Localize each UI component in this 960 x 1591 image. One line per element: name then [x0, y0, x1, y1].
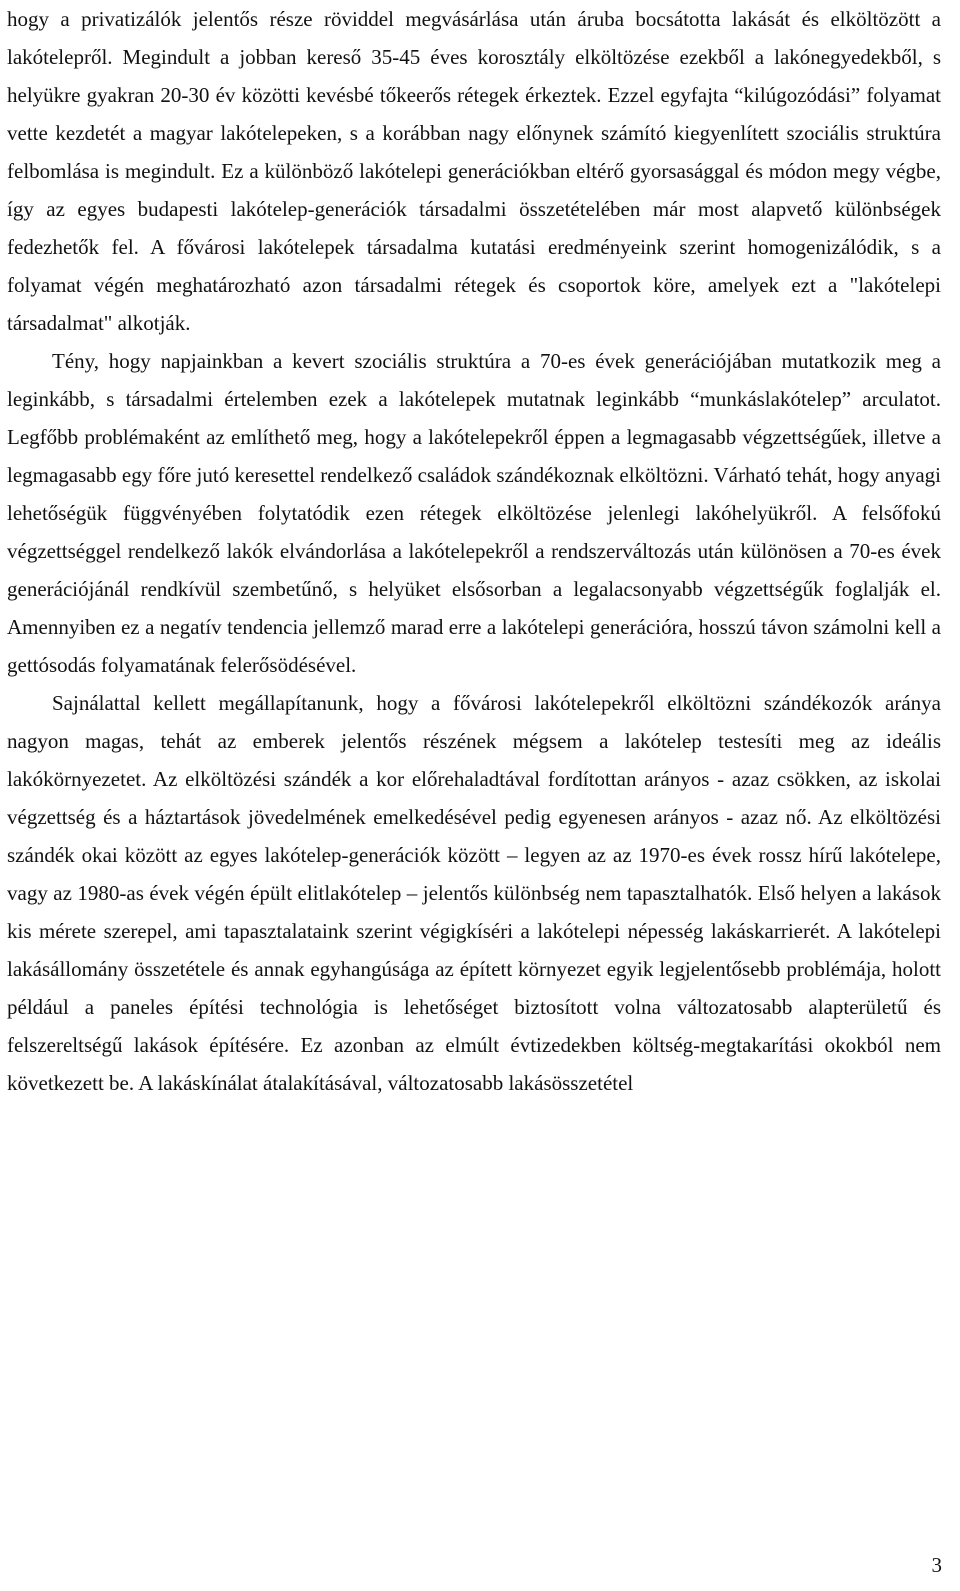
paragraph-3: Sajnálattal kellett megállapítanunk, hogy a fővárosi lakótelepekről elköltözni szándékozók aránya nagyon magas, tehát az emberek jelentős részének mégsem a lakótelep testesíti meg az ideális lakókörnyezetet. Az elköltözési szándék a kor előrehaladtával fordítottan arányos - azaz csökken, az iskolai végzettség és a háztartások jövedelmének emelkedésével pedig egyenesen arányos - azaz nő. Az elköltözési szándék okai között az egyes lakótelep-generációk között – legyen az az 1970-es évek rossz hírű lakótelepe, vagy az 1980-as évek végén épült elitlakótelep – jelentős különbség nem tapasztalhatók. Első helyen a lakások kis mérete szerepel, ami tapasztalataink szerint végigkíséri a lakótelepi népesség lakáskarrierét. A lakótelepi lakásállomány összetétele és annak egyhangúsága az épített környezet egyik legjelentősebb problémája, holott például a paneles építési technológia is lehetőséget biztosított volna változatosabb alapterületű és felszereltségű lakások építésére. Ez azonban az elmúlt évtizedekben költség-megtakarítási okokból nem következett be. A lakáskínálat átalakításával, változatosabb lakásösszetétel: [7, 691, 941, 1095]
page-number: 3: [931, 1553, 942, 1577]
document-page: [7, 0, 941, 1102]
paragraph-1: hogy a privatizálók jelentős része röviddel megvásárlása után áruba bocsátotta lakását és elköltözött a lakótelepről. Megindult a jobban kereső 35-45 éves korosztály elköltözése ezekből a lakónegyedekből, s helyükre gyakran 20-30 év közötti kevésbé tőkeerős rétegek érkeztek. Ezzel egyfajta “kilúgozódási” folyamat vette kezdetét a magyar lakótelepeken, s a korábban nagy előnynek számító kiegyenlített szociális struktúra felbomlása is megindult. Ez a különböző lakótelepi generációkban eltérő gyorsasággal és módon megy végbe, így az egyes budapesti lakótelep-generációk társadalmi összetételében már most alapvető különbségek fedezhetők fel. A fővárosi lakótelepek társadalma kutatási eredményeink szerint homogenizálódik, s a folyamat végén meghatározható azon társadalmi rétegek és csoportok köre, amelyek ezt a "lakótelepi társadalmat" alkotják.: [7, 7, 941, 335]
paragraph-2: Tény, hogy napjainkban a kevert szociális struktúra a 70-es évek generációjában mutatkozik meg a leginkább, s társadalmi értelemben ezek a lakótelepek mutatnak leginkább “munkáslakótelep” arculatot. Legfőbb problémaként az említhető meg, hogy a lakótelepekről éppen a legmagasabb végzettségűek, illetve a legmagasabb egy főre jutó keresettel rendelkező családok szándékoznak elköltözni. Várható tehát, hogy anyagi lehetőségük függvényében folytatódik ezen rétegek elköltözése jelenlegi lakóhelyükről. A felsőfokú végzettséggel rendelkező lakók elvándorlása a lakótelepekről a rendszerváltozás után különösen a 70-es évek generációjánál rendkívül szembetűnő, s helyüket elsősorban a legalacsonyabb végzettségűk foglalják el. Amennyiben ez a negatív tendencia jellemző marad erre a lakótelepi generációra, hosszú távon számolni kell a gettósodás folyamatának felerősödésével.: [7, 349, 941, 677]
